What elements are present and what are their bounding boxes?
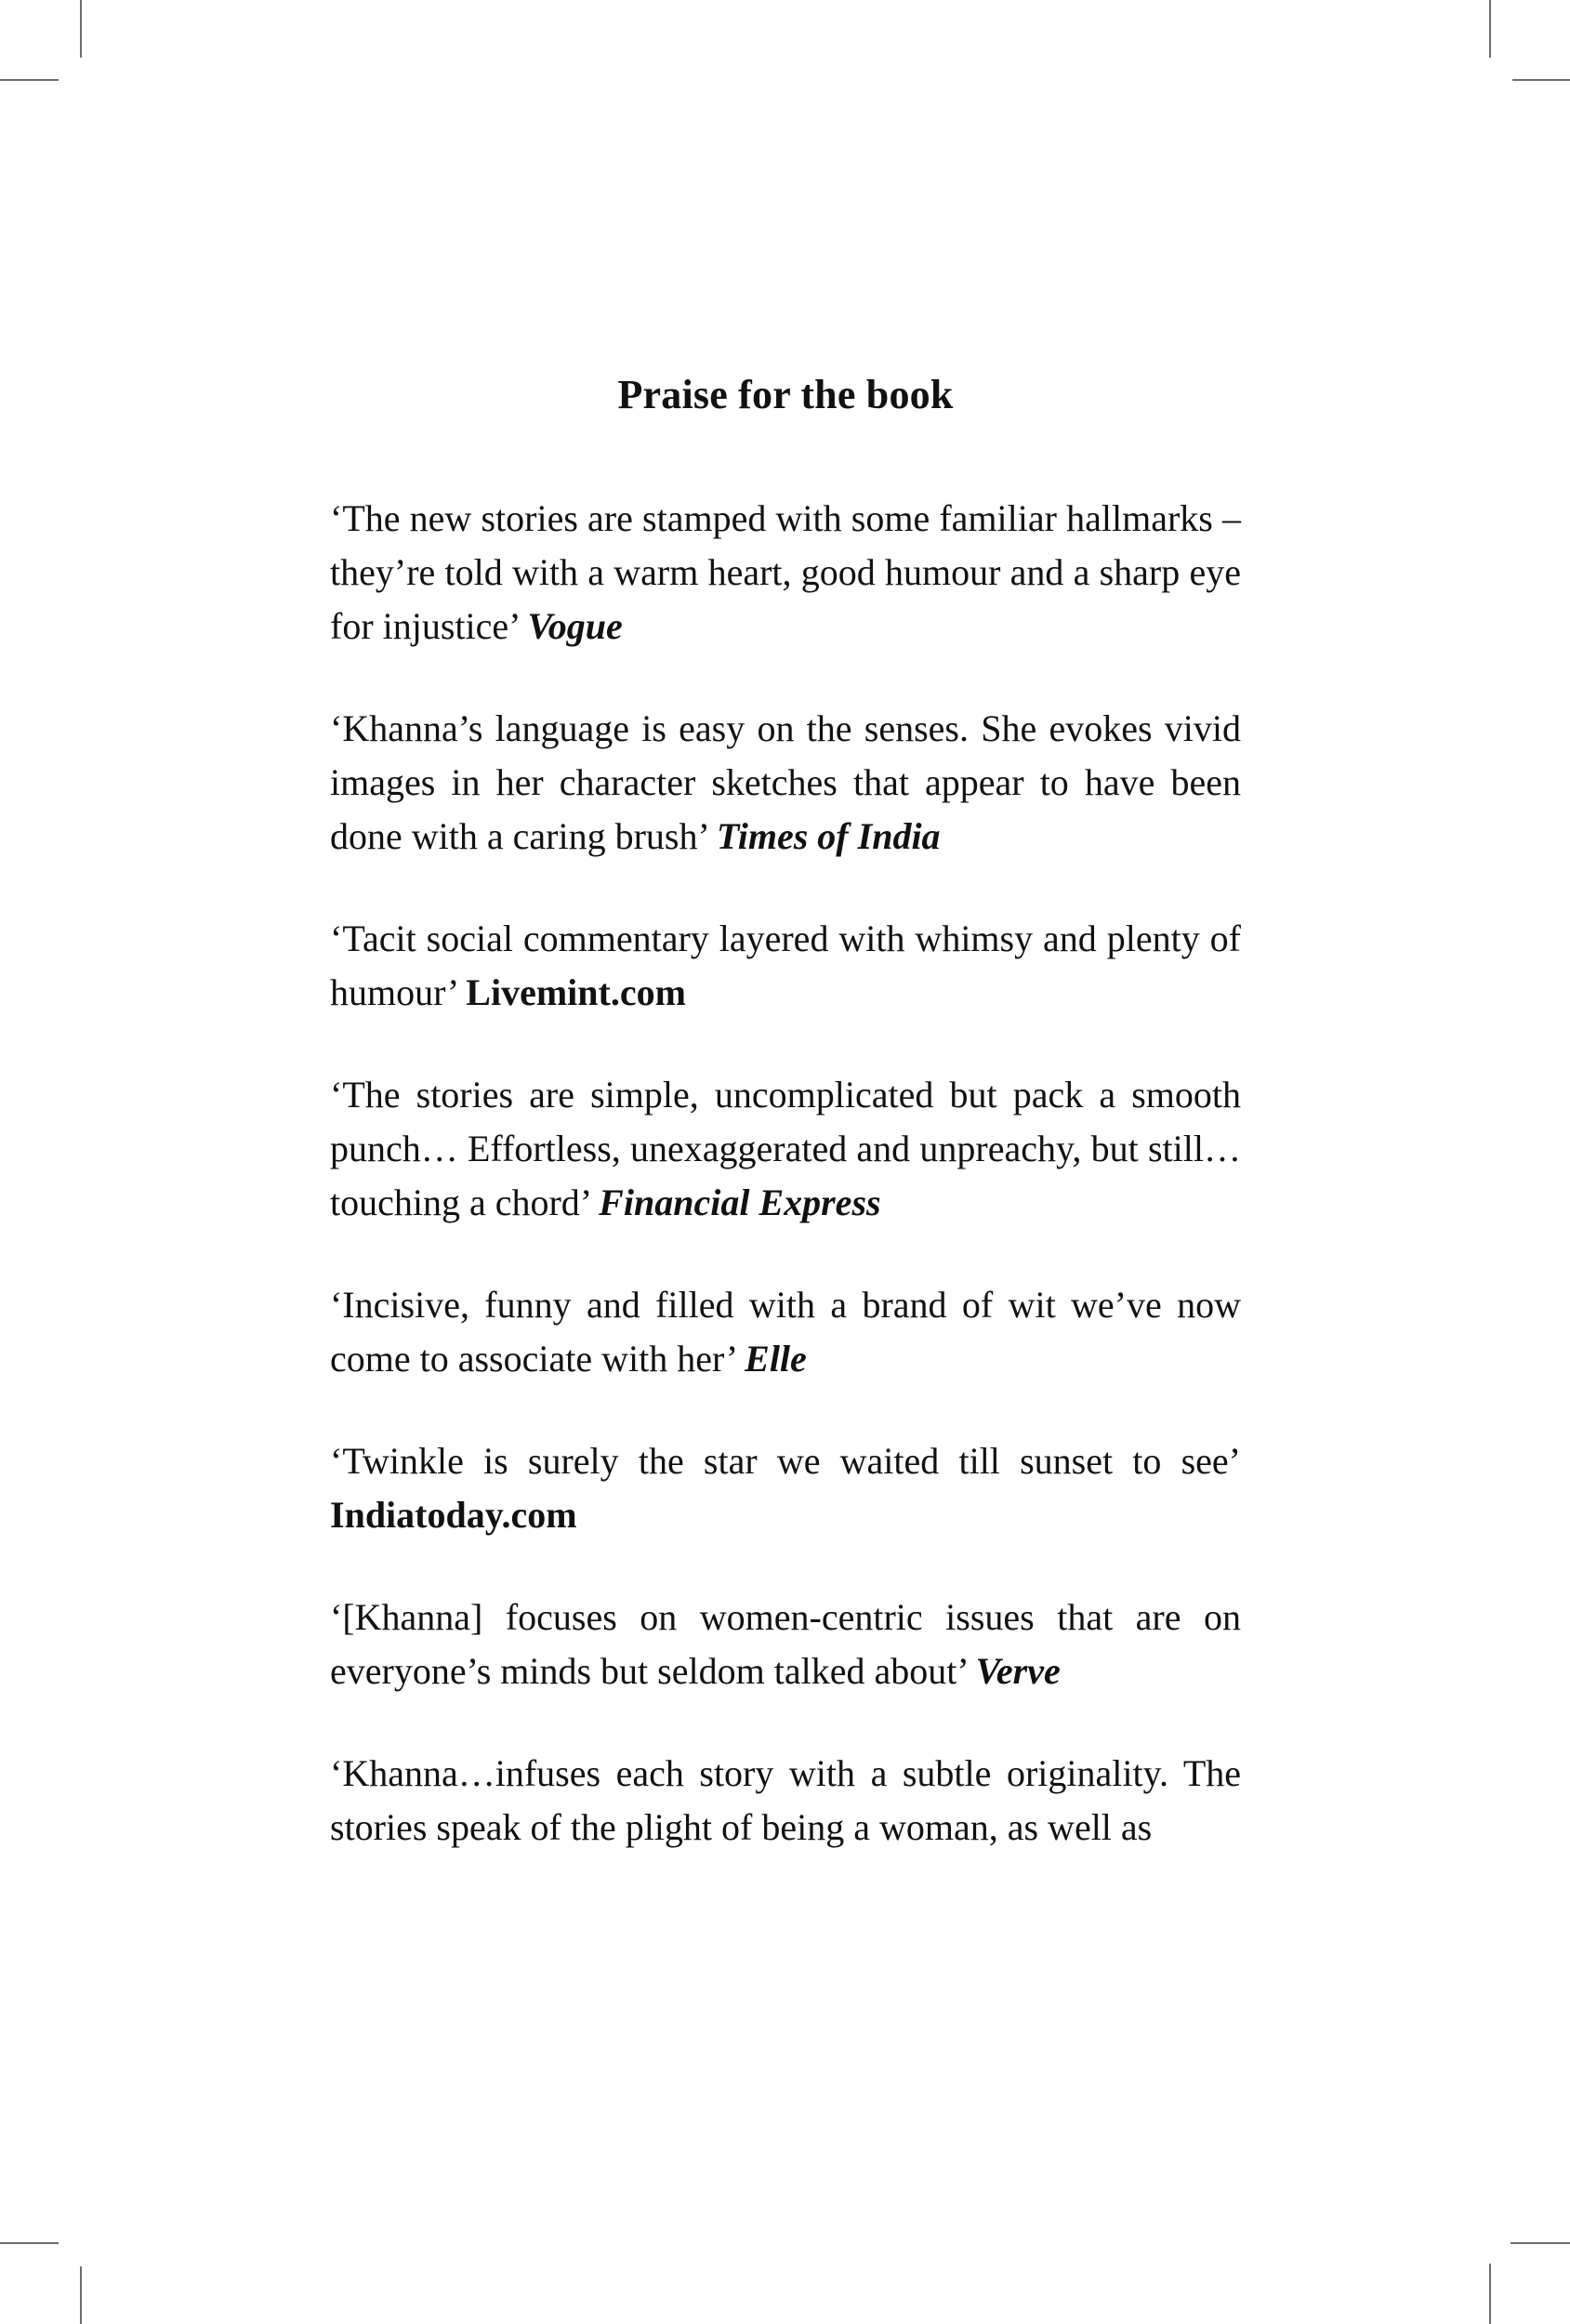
quote-source: Indiatoday.com xyxy=(330,1493,577,1536)
praise-quote xyxy=(330,912,1241,1020)
quote-source: Elle xyxy=(745,1337,807,1380)
praise-quote xyxy=(330,1068,1241,1230)
crop-mark-top-right-vertical xyxy=(1489,0,1491,58)
page-title: Praise for the book xyxy=(617,372,954,417)
quote-text: ‘The stories are simple, uncomplicated but pack a smooth punch… Effortless, unexaggerated and unpreachy, but still… touching a chord’ xyxy=(330,1073,1241,1223)
praise-quote xyxy=(330,702,1241,864)
quote-source: Verve xyxy=(975,1649,1061,1692)
quote-text: ‘The new stories are stamped with some familiar hallmarks – they’re told with a warm heart, good humour and a sharp eye for injustice’ xyxy=(330,496,1241,647)
praise-quote xyxy=(330,1278,1241,1386)
crop-mark-bottom-right-vertical xyxy=(1489,2264,1491,2324)
quote-text: ‘Khanna’s language is easy on the senses. She evokes vivid images in her character sketches that appear to have been done with a caring brush’ xyxy=(330,706,1241,857)
praise-quote-list xyxy=(330,492,1241,1855)
quote-source: Livemint.com xyxy=(466,971,686,1013)
crop-mark-bottom-right-horizontal xyxy=(1511,2242,1570,2244)
praise-text-block xyxy=(330,372,1241,1855)
quote-source: Times of India xyxy=(716,814,941,857)
crop-mark-top-left-vertical xyxy=(80,0,82,58)
crop-mark-top-left-horizontal xyxy=(0,79,59,81)
crop-mark-bottom-left-horizontal xyxy=(0,2242,59,2244)
praise-quote xyxy=(330,1591,1241,1698)
quote-text: ‘Tacit social commentary layered with whimsy and plenty of humour’ xyxy=(330,917,1241,1013)
quote-text: ‘Twinkle is surely the star we waited till sunset to see’ xyxy=(330,1439,1241,1482)
praise-quote xyxy=(330,1434,1241,1542)
crop-mark-top-right-horizontal xyxy=(1512,79,1570,81)
quote-text: ‘[Khanna] focuses on women-centric issues that are on everyone’s minds but seldom talked about’ xyxy=(330,1595,1241,1692)
quote-source: Financial Express xyxy=(599,1181,881,1223)
crop-mark-bottom-left-vertical xyxy=(80,2266,82,2324)
praise-quote xyxy=(330,1747,1241,1855)
quote-text: ‘Khanna…infuses each story with a subtle originality. The stories speak of the plight of being a woman, as well as xyxy=(330,1751,1241,1848)
praise-quote xyxy=(330,492,1241,654)
quote-source: Vogue xyxy=(527,604,623,647)
quote-text: ‘Incisive, funny and filled with a brand of wit we’ve now come to associate with her’ xyxy=(330,1283,1241,1380)
